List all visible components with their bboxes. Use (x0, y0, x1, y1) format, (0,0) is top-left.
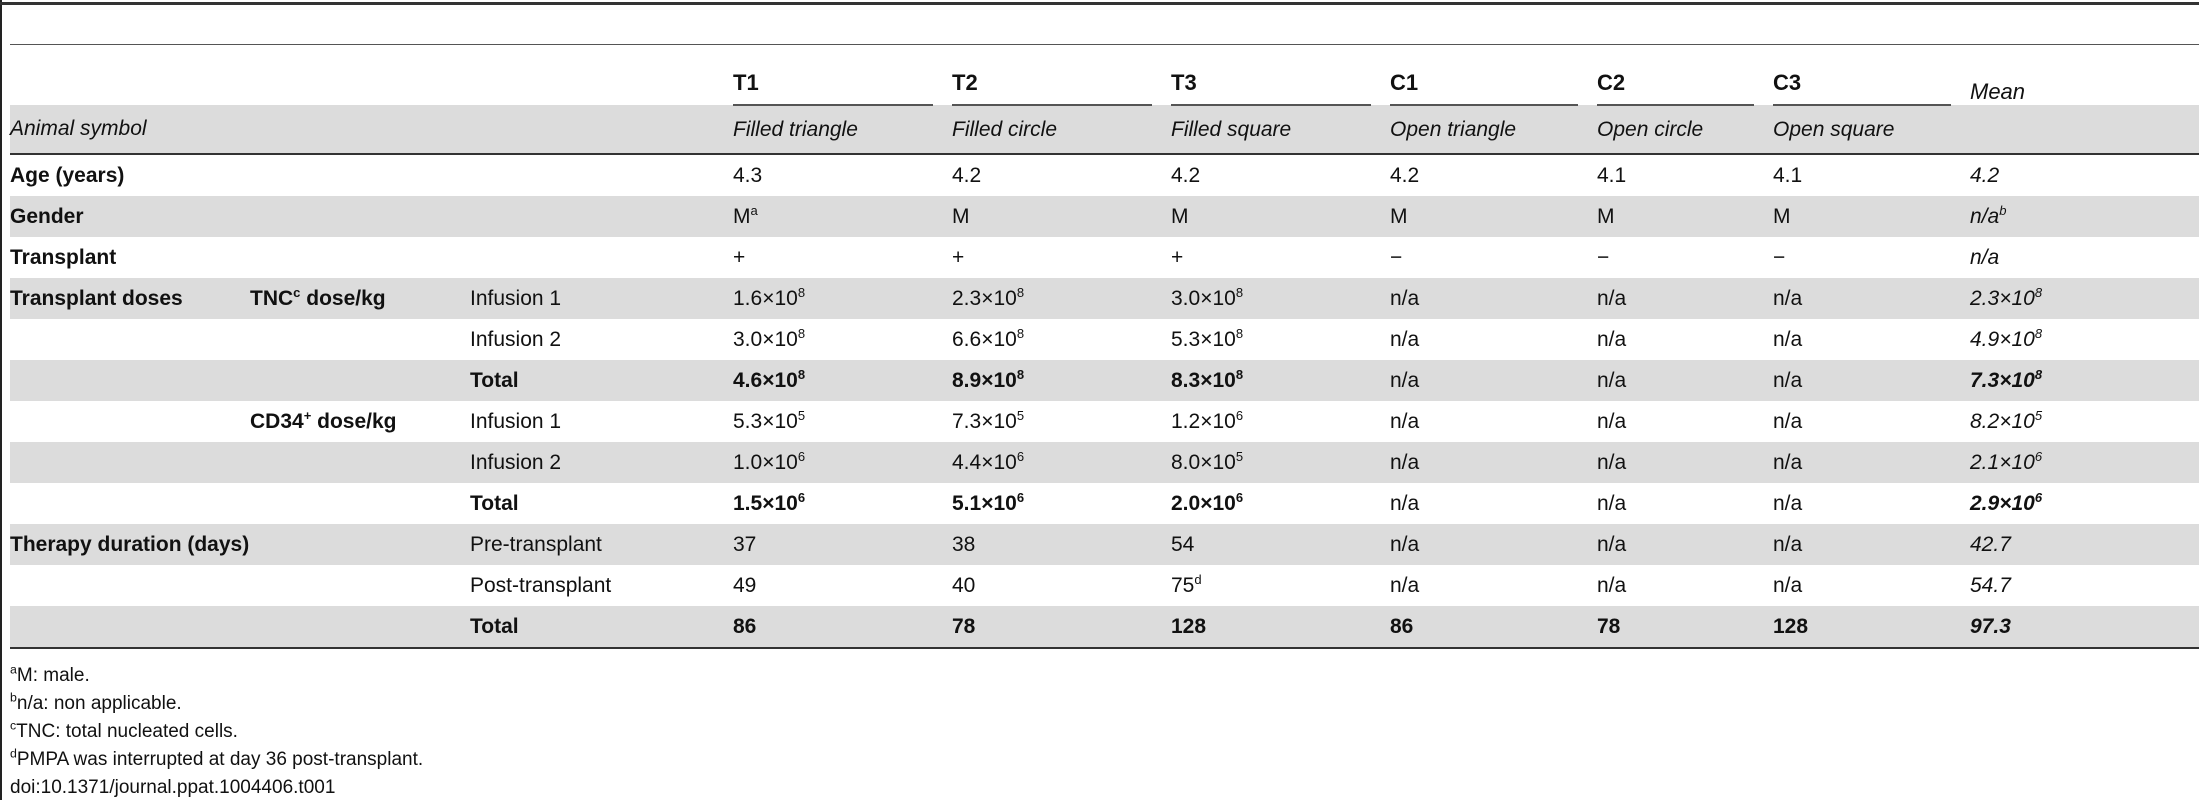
cell: 128 (1773, 606, 1951, 648)
header-rule (10, 44, 2199, 45)
cell: $5.1\times 10^6$ (952, 489, 1025, 515)
cell: n/a (1390, 524, 1578, 565)
col-c2: C2 (1597, 48, 1754, 105)
footnote-marker: b (1999, 202, 2007, 218)
cell: M (952, 196, 1152, 237)
row-subgroup-label: TNC$^c$ dose/kg (250, 278, 470, 319)
cell: $5.3\times 10^8$ (1171, 325, 1244, 351)
cell: M (1597, 196, 1754, 237)
cell: − (1597, 245, 1610, 269)
cell: $8.0\times 10^5$ (1171, 442, 1371, 483)
cell: $M^a$ (733, 196, 933, 237)
cell: $1.6\times 10^8$ (733, 278, 933, 319)
cell: $4.4\times 10^6$ (952, 442, 1152, 483)
row-label: Transplant (10, 245, 117, 269)
cell: $6.6\times 10^8$ (952, 325, 1025, 351)
cell: 128 (1171, 606, 1371, 648)
footnote: $^d$PMPA was interrupted at day 36 post-transplant. (10, 746, 424, 770)
tnc-total-row (10, 360, 2199, 401)
footnote: $^b$n/a: non applicable. (10, 690, 182, 714)
row-label: Total (470, 491, 519, 515)
cell: n/a (1390, 491, 1420, 515)
mean-cell: $2.3\times 10^8$ (1970, 278, 2199, 319)
data-table (10, 48, 2199, 649)
cell: $2.0\times 10^6$ (1171, 489, 1244, 515)
cell: n/a (1597, 327, 1627, 351)
col-c3: C3 (1773, 48, 1951, 105)
cell: $8.3\times 10^8$ (1171, 360, 1371, 401)
mean-cell: $n/a^b$ (1970, 196, 2199, 237)
cell: n/a (1773, 491, 1803, 515)
cell: $8.9\times 10^8$ (952, 360, 1152, 401)
cell: − (1773, 245, 1786, 269)
cell: n/a (1597, 278, 1754, 319)
cell: n/a (1390, 360, 1578, 401)
row-group-label: Transplant doses (10, 278, 250, 319)
left-border (0, 0, 2, 800)
row-label: Animal symbol (10, 105, 733, 154)
top-rule (0, 2, 2199, 5)
row-label: Infusion 2 (470, 442, 733, 483)
cell: 38 (952, 524, 1152, 565)
header-row (10, 48, 2199, 105)
cell: n/a (1597, 573, 1627, 597)
tnc-infusion-1-row (10, 278, 2199, 319)
cell: $1.0\times 10^6$ (733, 442, 933, 483)
cell: Filled triangle (733, 105, 933, 154)
cell: + (952, 245, 965, 269)
cell: n/a (1597, 442, 1754, 483)
row-label: Post-transplant (470, 573, 612, 597)
cell: n/a (1390, 327, 1420, 351)
row-label: Infusion 2 (470, 327, 562, 351)
cell: Open circle (1597, 105, 1754, 154)
cell: $1.2\times 10^6$ (1171, 407, 1244, 433)
footnote: $^c$TNC: total nucleated cells. (10, 718, 238, 742)
mean-cell: n/a (1970, 245, 2000, 269)
cell: n/a (1773, 573, 1803, 597)
footnotes (10, 662, 423, 802)
cell: Filled circle (952, 105, 1152, 154)
footnote-marker: a (750, 202, 758, 218)
cell: n/a (1773, 409, 1803, 433)
cell: Open square (1773, 105, 1951, 154)
cell: $3.0\times 10^8$ (733, 325, 806, 351)
cell: 4.1 (1597, 163, 1627, 187)
cd34-infusion-1-row (10, 401, 2199, 442)
cell: n/a (1597, 524, 1754, 565)
mean-cell: $2.1\times 10^6$ (1970, 442, 2199, 483)
cell: M (1773, 196, 1951, 237)
col-t2: T2 (952, 48, 1152, 105)
cell: 40 (952, 573, 976, 597)
cell: $4.6\times 10^8$ (733, 360, 933, 401)
mean-cell: 42.7 (1970, 524, 2199, 565)
cell: + (733, 245, 746, 269)
cell: $7.3\times 10^5$ (952, 407, 1025, 433)
footnote: $^a$M: male. (10, 662, 90, 686)
col-t1: T1 (733, 48, 933, 105)
row-subgroup-label: CD34+ dose/kg (250, 407, 397, 433)
footnote-marker: c (293, 284, 301, 300)
cell: Open triangle (1390, 105, 1578, 154)
gender-row (10, 196, 2199, 237)
row-label: Total (470, 606, 733, 648)
cell: n/a (1390, 409, 1420, 433)
cell: n/a (1773, 524, 1951, 565)
transplant-row (10, 237, 2199, 278)
cell: n/a (1390, 573, 1420, 597)
cell: 4.2 (1390, 163, 1420, 187)
cell: + (1171, 245, 1184, 269)
cell: n/a (1597, 491, 1627, 515)
row-group-label: Therapy duration (days) (10, 524, 470, 565)
cd34-total-row (10, 483, 2199, 524)
mean-cell: $2.9\times 10^6$ (1970, 489, 2043, 515)
row-label: Gender (10, 196, 733, 237)
age-row (10, 154, 2199, 196)
cell: 4.1 (1773, 163, 1803, 187)
cell: 37 (733, 524, 933, 565)
cell: − (1390, 245, 1403, 269)
cell: $2.3\times 10^8$ (952, 278, 1152, 319)
mean-cell: 4.2 (1970, 163, 2000, 187)
cell: n/a (1773, 442, 1951, 483)
cell: $3.0\times 10^8$ (1171, 278, 1371, 319)
mean-cell: 54.7 (1970, 573, 2011, 597)
cell: n/a (1773, 360, 1951, 401)
cell: n/a (1773, 327, 1803, 351)
cell: 86 (1390, 606, 1578, 648)
cell: 78 (1597, 606, 1754, 648)
cell: n/a (1773, 278, 1951, 319)
footnote-marker: d (1194, 571, 1202, 587)
row-label: Age (years) (10, 163, 125, 187)
cell: 4.2 (1171, 163, 1201, 187)
row-label: Infusion 1 (470, 278, 733, 319)
row-label: Total (470, 360, 733, 401)
therapy-post-row (10, 565, 2199, 606)
cell: n/a (1390, 278, 1578, 319)
cell: 4.3 (733, 163, 763, 187)
cell: $1.5\times 10^6$ (733, 489, 806, 515)
cell: n/a (1597, 409, 1627, 433)
mean-cell: 97.3 (1970, 606, 2199, 648)
tnc-infusion-2-row (10, 319, 2199, 360)
cell: M (1390, 196, 1578, 237)
mean-cell: $8.2\times 10^5$ (1970, 407, 2043, 433)
cell: $5.3\times 10^5$ (733, 407, 806, 433)
therapy-pre-row (10, 524, 2199, 565)
cell: 4.2 (952, 163, 982, 187)
cell: 86 (733, 606, 933, 648)
cell: 75$^d$ (1171, 571, 1202, 597)
col-t3: T3 (1171, 48, 1371, 105)
cell: 54 (1171, 524, 1371, 565)
cell: M (1171, 196, 1371, 237)
therapy-total-row (10, 606, 2199, 648)
row-label: Infusion 1 (470, 409, 562, 433)
col-c1: C1 (1390, 48, 1578, 105)
cell: 78 (952, 606, 1152, 648)
animal-symbol-row (10, 105, 2199, 154)
doi-text: doi:10.1371/journal.ppat.1004406.t001 (10, 777, 336, 798)
row-label: Pre-transplant (470, 524, 733, 565)
mean-cell: $7.3\times 10^8$ (1970, 360, 2199, 401)
cell: n/a (1597, 360, 1754, 401)
cd34-infusion-2-row (10, 442, 2199, 483)
cell: Filled square (1171, 105, 1371, 154)
mean-cell: $4.9\times 10^8$ (1970, 325, 2043, 351)
col-mean: Mean (1970, 79, 2026, 104)
cell: n/a (1390, 442, 1578, 483)
superscript-marker: + (303, 407, 312, 423)
cell: 49 (733, 573, 757, 597)
